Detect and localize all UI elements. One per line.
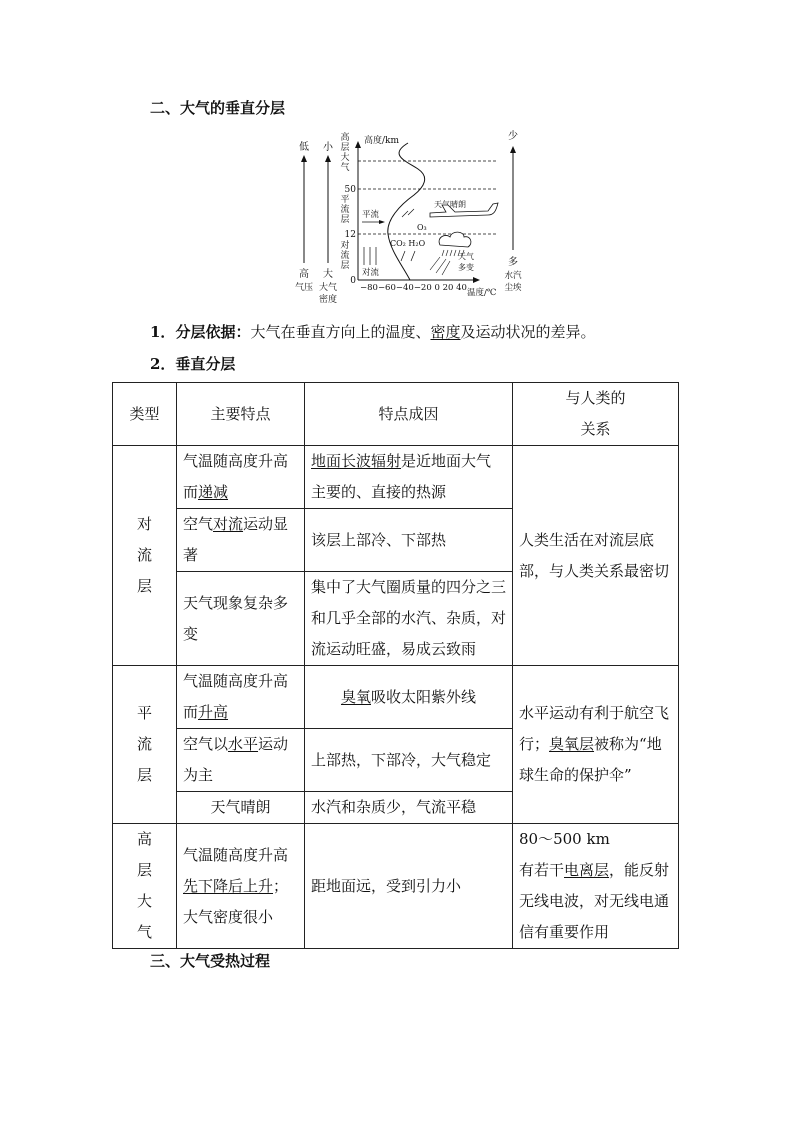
header-feature: 主要特点 [177, 383, 305, 446]
density-small-label: 小 [323, 142, 333, 153]
high-atm-char-2: 层 [340, 143, 350, 153]
strat-char-2: 流 [340, 205, 350, 215]
trop-cause-2: 该层上部冷、下部热 [305, 509, 513, 572]
point-1-text-a: 大气在垂直方向上的温度、 [250, 323, 431, 341]
point-1-text-b: 及运动状况的差异。 [460, 323, 596, 341]
high-atm-char-4: 气 [340, 163, 350, 173]
high-atmosphere-name: 高 层 大 气 [113, 824, 177, 949]
vapor-less-label: 少 [508, 131, 518, 142]
strat-feature-3: 天气晴朗 [177, 792, 305, 824]
troposphere-name: 对 流 层 [113, 446, 177, 666]
weather-changing-2: 多变 [458, 263, 474, 272]
x-axis-arrowhead [473, 277, 480, 283]
high-cause-1: 距地面远，受到引力小 [305, 824, 513, 949]
trop-relation: 人类生活在对流层底部，与人类关系最密切 [513, 446, 679, 666]
density-arrowhead [325, 155, 331, 162]
strat-char-3: 层 [340, 215, 350, 225]
trop-cause-3: 集中了大气圈质量的四分之三和几乎全部的水汽、杂质，对流运动旺盛，易成云致雨 [305, 572, 513, 666]
dust-title: 尘埃 [504, 283, 522, 293]
trop-char-1: 对 [340, 241, 350, 251]
co2-arrows [401, 251, 415, 261]
trop-cause-1: 地面长波辐射是近地面大气主要的、直接的热源 [305, 446, 513, 509]
strat-cause-1: 臭氧吸收太阳紫外线 [305, 666, 513, 729]
tick-50: 50 [344, 185, 356, 195]
sunny-label: 天气晴朗 [434, 200, 466, 209]
tick-12: 12 [344, 230, 356, 240]
point-1-number: 1． [150, 323, 176, 341]
y-axis-arrowhead [355, 141, 361, 148]
strat-cause-3: 水汽和杂质少，气流平稳 [305, 792, 513, 824]
strat-char-1: 平 [340, 195, 350, 205]
trop-char-2: 流 [340, 251, 350, 261]
high-feature-1: 气温随高度升高先下降后上升；大气密度很小 [177, 824, 305, 949]
header-cause: 特点成因 [305, 383, 513, 446]
stratification-table [112, 382, 679, 949]
table-row [113, 824, 679, 949]
vapor-more-label: 多 [508, 257, 518, 268]
table-row [113, 666, 679, 729]
pressure-arrowhead [301, 155, 307, 162]
header-type: 类型 [113, 383, 177, 446]
strat-relation: 水平运动有利于航空飞行；臭氧层被称为“地球生命的保护伞” [513, 666, 679, 824]
table-row [113, 446, 679, 509]
point-2: 2．垂直分层 [150, 355, 236, 373]
trop-feature-1: 气温随高度升高而递减 [177, 446, 305, 509]
horizontal-flow-label: 平流 [362, 210, 380, 220]
tick-0: 0 [350, 276, 356, 286]
temperature-curve [388, 143, 425, 280]
x-axis-title: 温度/℃ [467, 288, 497, 298]
table-header-row [113, 383, 679, 446]
convection-label: 对流 [362, 268, 380, 278]
rain-streaks [430, 257, 450, 275]
convection-arrows [364, 247, 376, 265]
point-1-underlined: 密度 [430, 323, 461, 341]
pressure-low-label: 低 [299, 142, 309, 153]
density-title-1: 大气 [318, 283, 338, 293]
y-axis-title: 高度/km [364, 136, 400, 146]
high-relation: 80～500 km 有若干电离层，能反射无线电波，对无线电通信有重要作用 [513, 824, 679, 949]
point-1 [150, 321, 596, 342]
point-1-label: 分层依据： [175, 323, 251, 341]
ozone-arrows [402, 209, 414, 217]
header-relation: 与人类的 关系 [513, 383, 679, 446]
weather-changing-1: 天气 [458, 252, 474, 261]
trop-feature-3: 天气现象复杂多变 [177, 572, 305, 666]
x-tick-labels: −80−60−40−20 0 20 40 [360, 283, 467, 293]
trop-char-3: 层 [340, 261, 350, 271]
high-atm-char-1: 高 [340, 133, 350, 143]
strat-feature-1: 气温随高度升高而升高 [177, 666, 305, 729]
vertical-stratification-diagram [290, 125, 540, 310]
high-atm-char-3: 大 [340, 153, 350, 163]
density-large-label: 大 [323, 269, 333, 280]
section-2-title: 二、大气的垂直分层 [150, 99, 286, 117]
strat-cause-2: 上部热，下部冷，大气稳定 [305, 729, 513, 792]
density-title-2: 密度 [318, 295, 338, 305]
section-3-title: 三、大气受热过程 [150, 952, 271, 970]
pressure-high-label: 高 [299, 269, 309, 280]
vapor-title: 水汽 [504, 271, 522, 281]
co2-h2o-label: CO₂ H₂O [390, 239, 426, 248]
stratosphere-name: 平 流 层 [113, 666, 177, 824]
ozone-label: O₃ [417, 223, 427, 232]
vapor-arrowhead [510, 146, 516, 153]
trop-feature-2: 空气对流运动显著 [177, 509, 305, 572]
strat-feature-2: 空气以水平运动为主 [177, 729, 305, 792]
pressure-title: 气压 [294, 283, 314, 293]
horizontal-flow-arrowhead [379, 220, 385, 224]
